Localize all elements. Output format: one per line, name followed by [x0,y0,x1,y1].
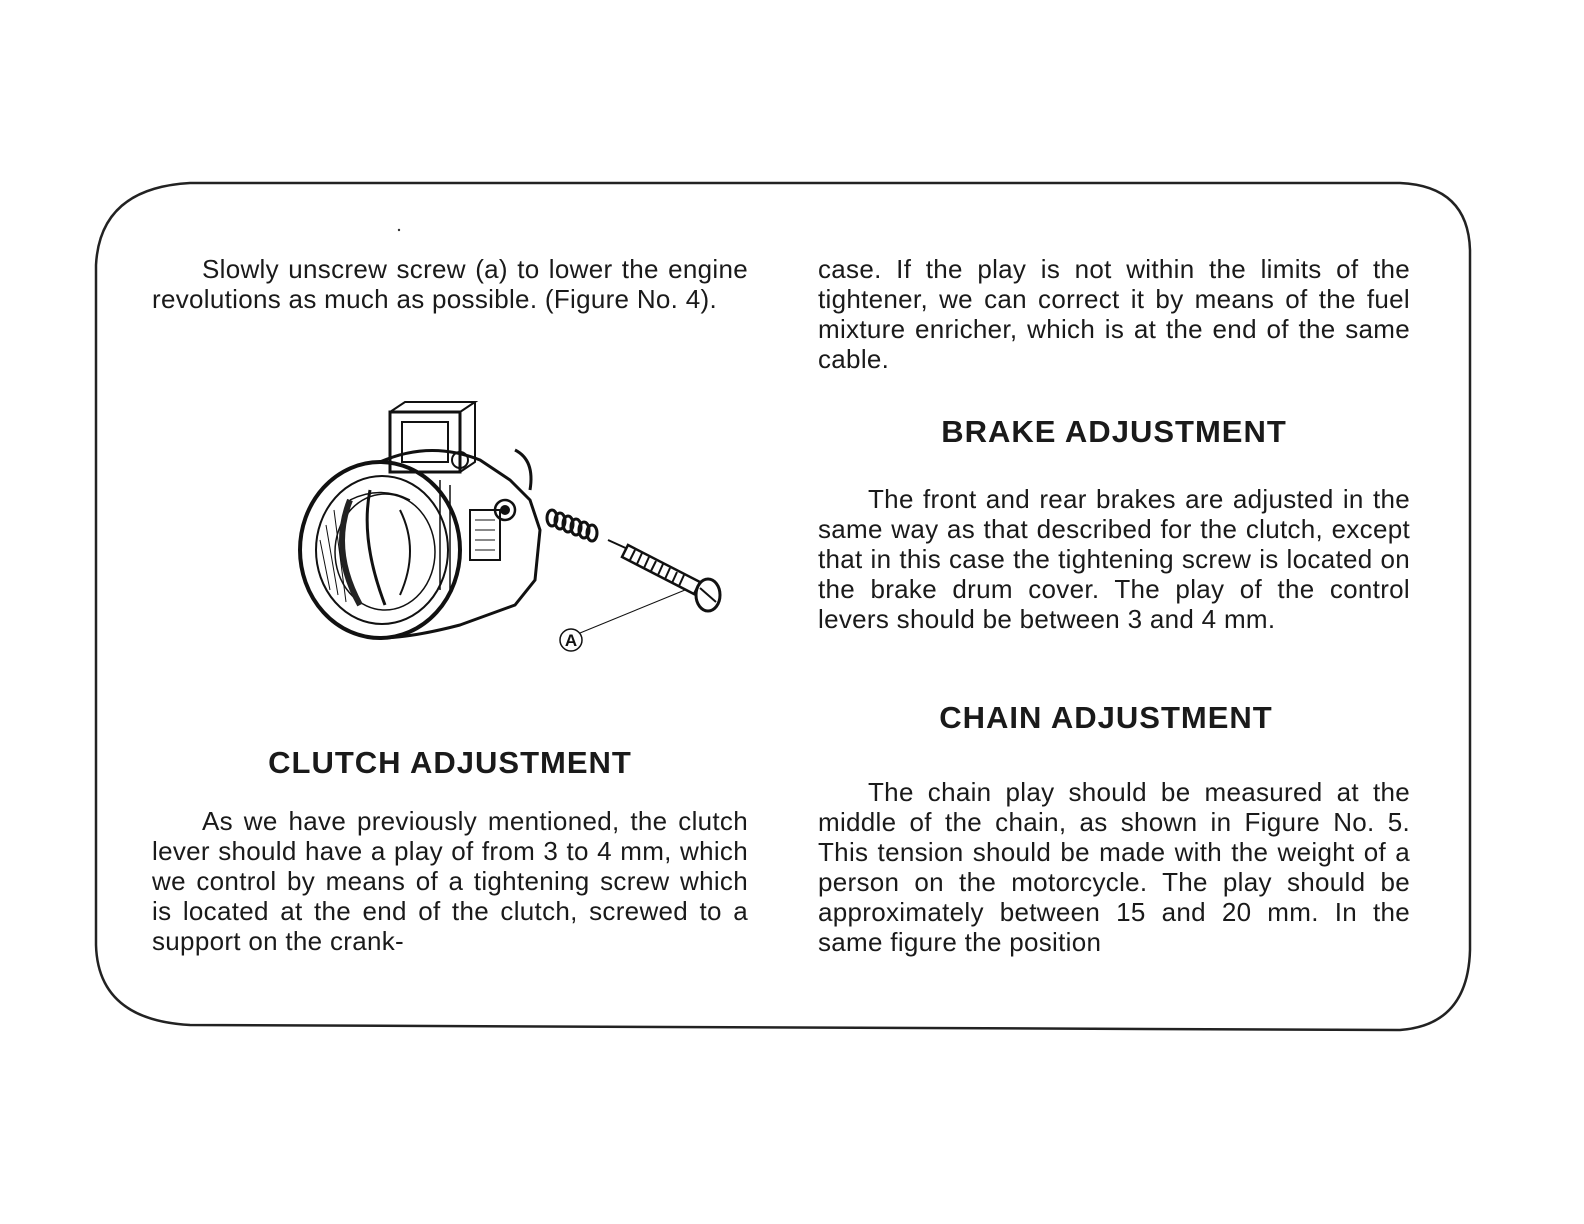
callout-a-label: A [564,631,578,650]
intro-paragraph: Slowly unscrew screw (a) to lower the engine revolutions as much as possible. (Figure No. 4). [152,254,748,314]
carburetor-illustration [290,390,740,670]
brake-paragraph-block [818,484,1410,634]
continued-paragraph: case. If the play is not within the limits of the tightener, we can correct it by means of the fuel mixture enricher, which is at the end of the same cable. [818,254,1410,374]
intro-paragraph-block [152,254,748,314]
clutch-paragraph: As we have previously mentioned, the clutch lever should have a play of from 3 to 4 mm, which we control by means of a tightening screw which is located at the end of the clutch, screwed to a support on the crank- [152,806,748,956]
brake-paragraph: The front and rear brakes are adjusted in the same way as that described for the clutch, except that in this case the tightening screw is located on the brake drum cover. The play of the control levers should be between 3 and 4 mm. [818,484,1410,634]
brake-adjustment-heading: BRAKE ADJUSTMENT [941,414,1287,449]
chain-adjustment-heading: CHAIN ADJUSTMENT [939,700,1273,735]
clutch-paragraph-block [152,806,748,956]
chain-paragraph: The chain play should be measured at the middle of the chain, as shown in Figure No. 5. This tension should be made with the weight of a person on the motorcycle. The play should be approximately between 15 and 20 mm. In the same figure the position [818,777,1410,957]
clutch-adjustment-heading: CLUTCH ADJUSTMENT [268,745,632,780]
continued-paragraph-block [818,254,1410,374]
chain-paragraph-block [818,777,1410,957]
